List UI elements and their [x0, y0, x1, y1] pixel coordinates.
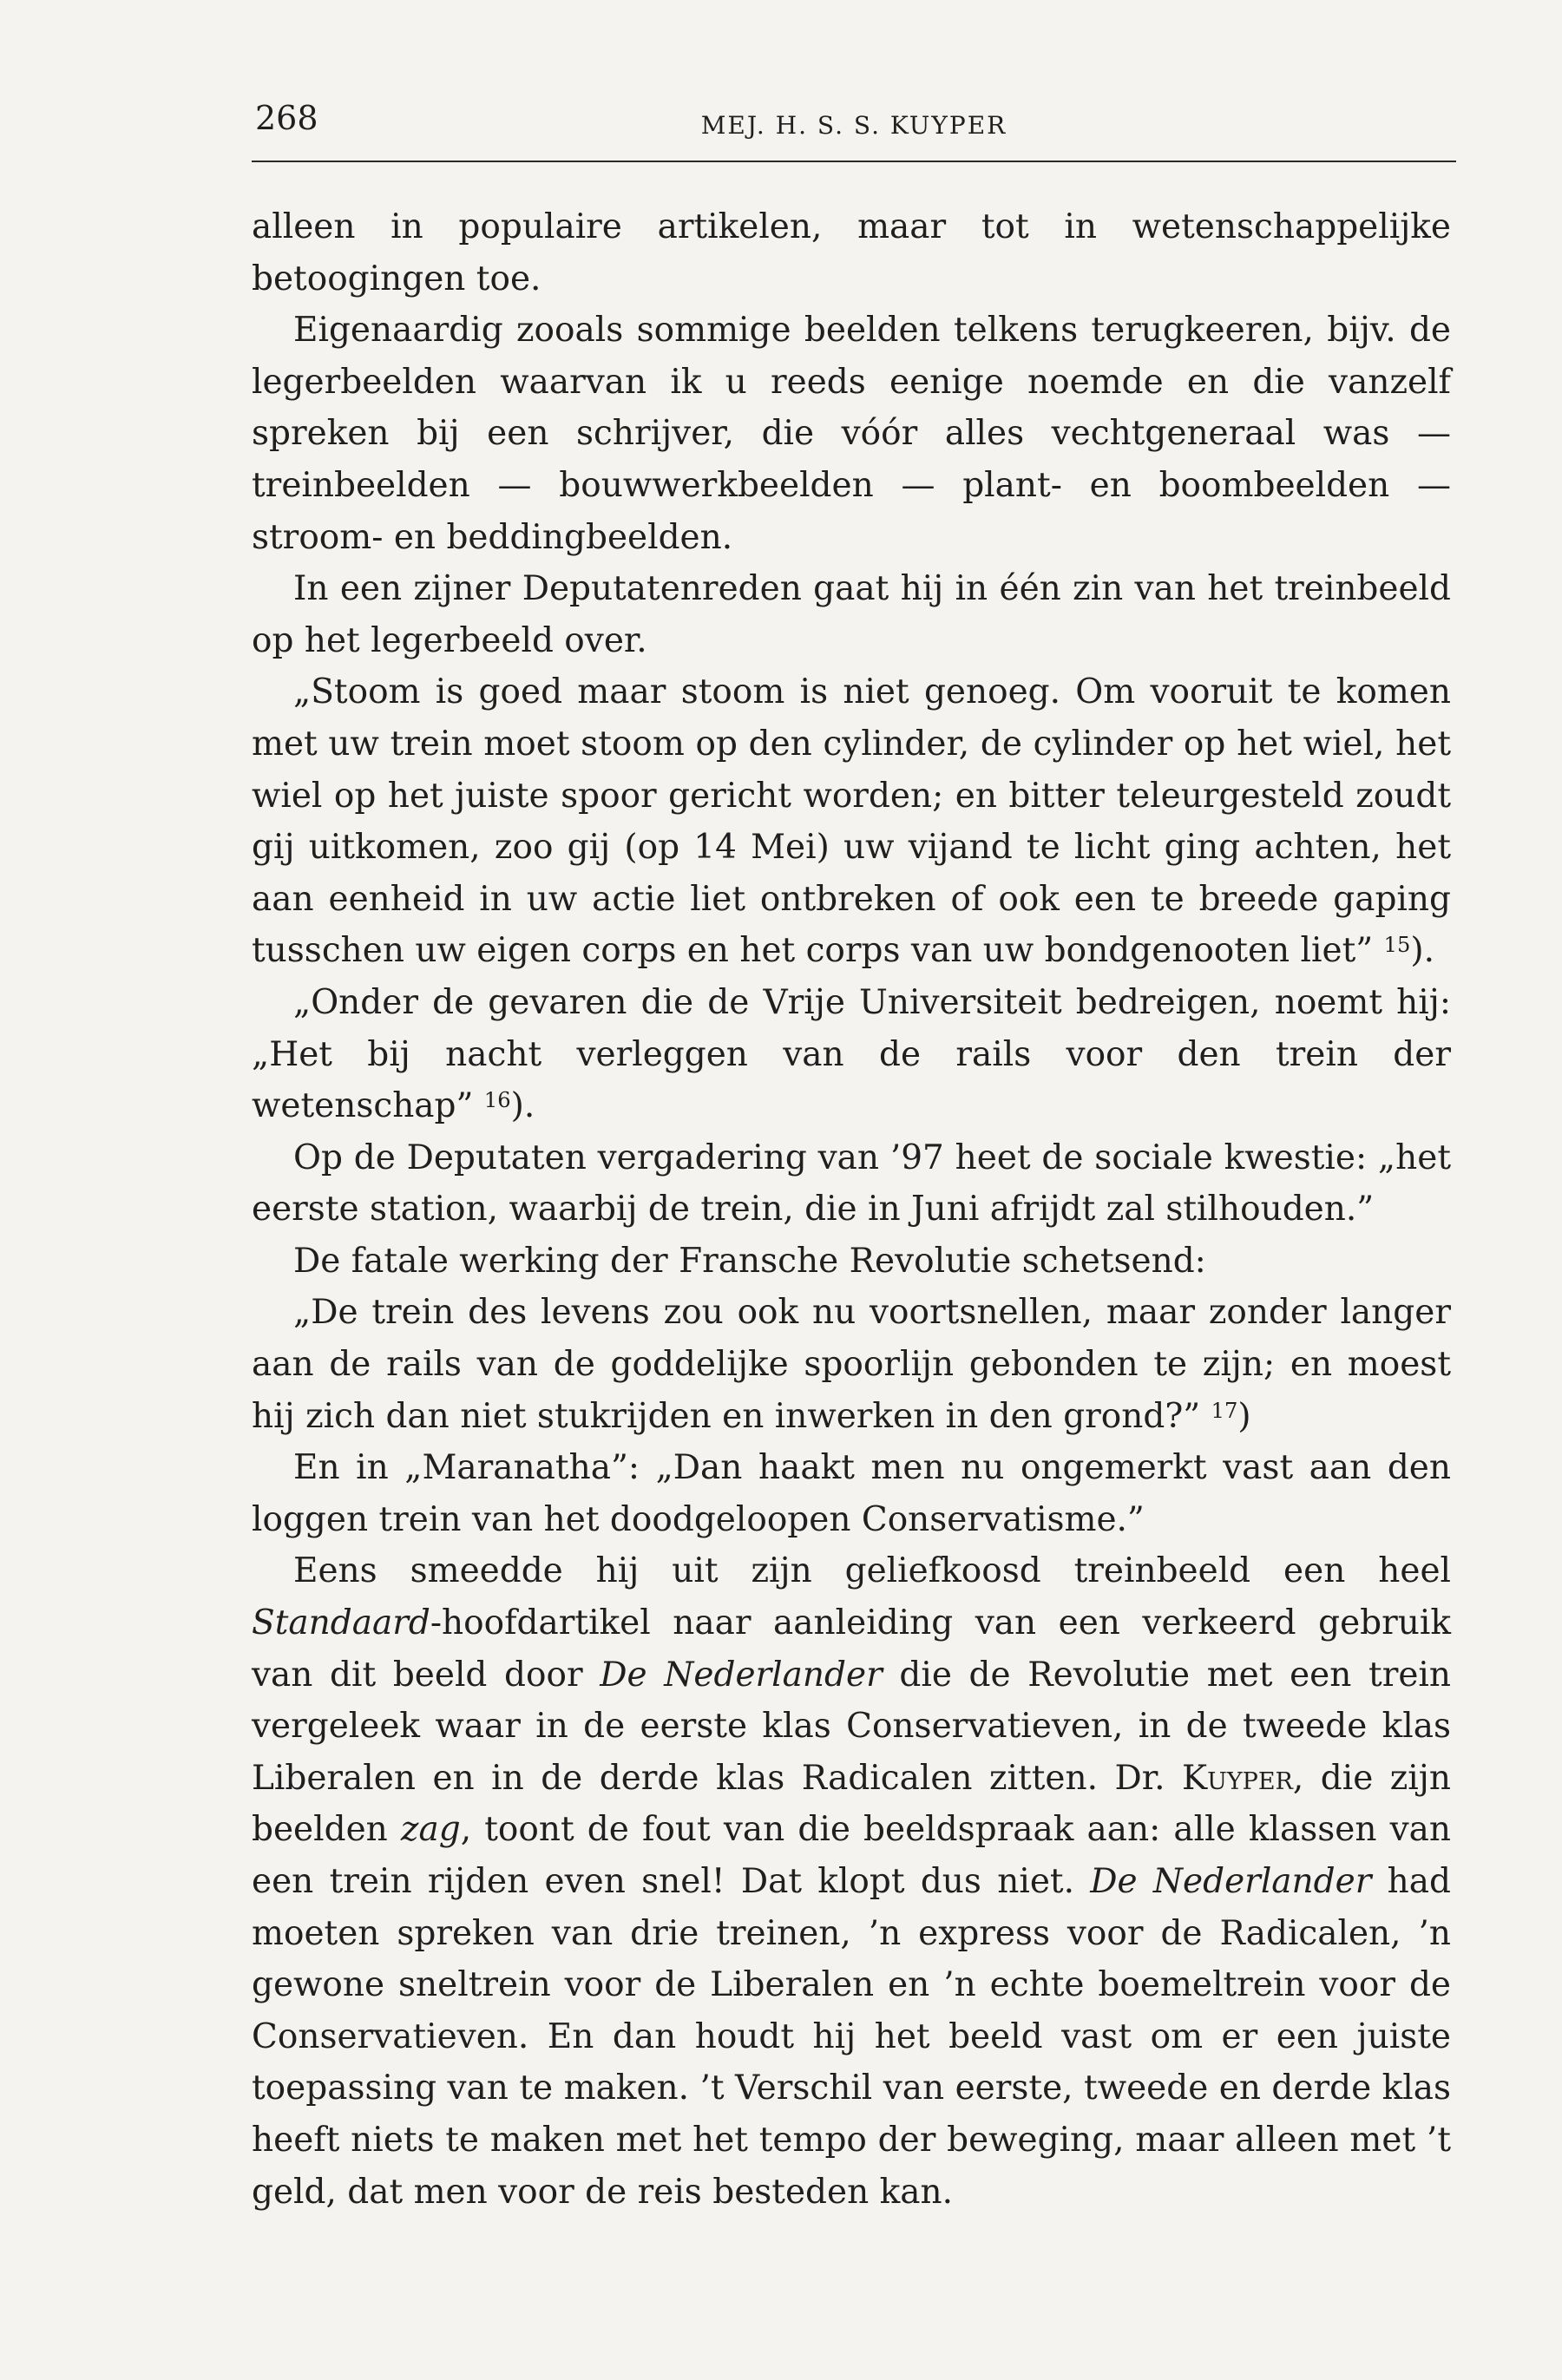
running-head — [252, 91, 1456, 162]
paragraph-1 — [252, 201, 1451, 305]
paragraph-9 — [252, 1442, 1451, 1545]
paragraph-2 — [252, 305, 1451, 563]
paragraph-10-text-5: , toont de fout van die beeldspraak aan: alle klassen van een trein rijden even snel! Dat klopt dus niet. — [252, 1810, 1451, 1901]
running-title: MEJ. H. S. S. KUYPER — [700, 111, 1007, 140]
paragraph-10 — [252, 1545, 1451, 2218]
paragraph-10-text-6: had moeten spreken van drie treinen, ’n express voor de Radicalen, ’n gewone sneltrein voor de Liberalen en ’n echte boemeltrein voor de Conservatieven. En dan houdt hij het beeld vast om er een juiste toepassing van te maken. ’t Verschil van eerste, tweede en derde klas heeft niets te maken met het tempo der beweging, maar alleen met ’t geld, dat men voor de reis besteden kan. — [252, 1862, 1451, 2212]
footnote-ref-15: 15 — [1383, 933, 1411, 958]
paragraph-7 — [252, 1236, 1451, 1288]
page-number: 268 — [255, 99, 318, 137]
paragraph-9-text: En in „Maranatha”: „Dan haakt men nu ongemerkt vast aan den loggen trein van het doodgeloopen Conservatisme.” — [252, 1448, 1451, 1539]
paragraph-4-closing: ). — [1410, 931, 1434, 971]
paragraph-5-closing: ). — [510, 1086, 535, 1126]
paragraph-4 — [252, 666, 1451, 977]
paragraph-8-text: „De trein des levens zou ook nu voortsnellen, maar zonder langer aan de rails van de goddelijke spoorlijn gebonden te zijn; en moest hij zich dan niet stukrijden en inwerken in den grond?” — [252, 1293, 1451, 1436]
paragraph-6 — [252, 1132, 1451, 1236]
paragraph-7-text: De fatale werking der Fransche Revolutie schetsend: — [293, 1241, 1206, 1281]
paragraph-10-text-4: , die zijn beelden — [252, 1758, 1451, 1850]
italic-zag: zag — [400, 1810, 461, 1850]
paragraph-5 — [252, 977, 1451, 1132]
smallcaps-kuyper: Kuyper — [1181, 1758, 1293, 1798]
footnote-ref-17: 17 — [1211, 1398, 1238, 1423]
italic-de-nederlander: De Nederlander — [600, 1655, 883, 1695]
paragraph-2-text: Eigenaardig zooals sommige beelden telkens terugkeeren, bijv. de legerbeelden waarvan ik u reeds eenige noemde en die vanzelf spreken bij een schrijver, die vóór alles vechtgeneraal was — treinbeelden — bouwwerkbeelden — plant- en boombeelden — stroom- en beddingbeelden. — [252, 311, 1451, 557]
paragraph-10-text-2: -hoofdartikel naar aanleiding van een verkeerd gebruik van dit beeld door — [252, 1603, 1451, 1695]
body-text — [252, 201, 1451, 2218]
paragraph-8-closing: ) — [1237, 1396, 1251, 1436]
paragraph-10-text-3: die de Revolutie met een trein vergeleek waar in de eerste klas Conservatieven, in de tweede klas Liberalen en in de derde klas Radicalen zitten. Dr. — [252, 1655, 1452, 1798]
paragraph-10-text-1: Eens smeedde hij uit zijn geliefkoosd treinbeeld een heel — [293, 1551, 1451, 1591]
italic-standaard: Standaard — [252, 1603, 430, 1643]
paragraph-4-text: „Stoom is goed maar stoom is niet genoeg. Om vooruit te komen met uw trein moet stoom op den cylinder, de cylinder op het wiel, het wiel op het juiste spoor gericht worden; en bitter teleurgesteld zoudt gij uitkomen, zoo gij (op 14 Mei) uw vijand te licht ging achten, het aan eenheid in uw actie liet ontbreken of ook een te breede gaping tusschen uw eigen corps en het corps van uw bondgenooten liet” — [252, 672, 1451, 971]
paragraph-5-text: „Onder de gevaren die de Vrije Universiteit bedreigen, noemt hij: „Het bij nacht verleggen van de rails voor den trein der wetenschap” — [252, 982, 1451, 1126]
paragraph-8 — [252, 1287, 1451, 1442]
paragraph-3 — [252, 563, 1451, 666]
paragraph-6-text: Op de Deputaten vergadering van ’97 heet de sociale kwestie: „het eerste station, waarbij de trein, die in Juni afrijdt zal stilhouden.” — [252, 1138, 1451, 1229]
footnote-ref-16: 16 — [483, 1088, 511, 1113]
italic-de-nederlander-2: De Nederlander — [1090, 1862, 1372, 1901]
paragraph-1-text: alleen in populaire artikelen, maar tot in wetenschappelijke betoogingen toe. — [252, 207, 1451, 298]
paragraph-3-text: In een zijner Deputatenreden gaat hij in één zin van het treinbeeld op het legerbeeld over. — [252, 569, 1451, 660]
